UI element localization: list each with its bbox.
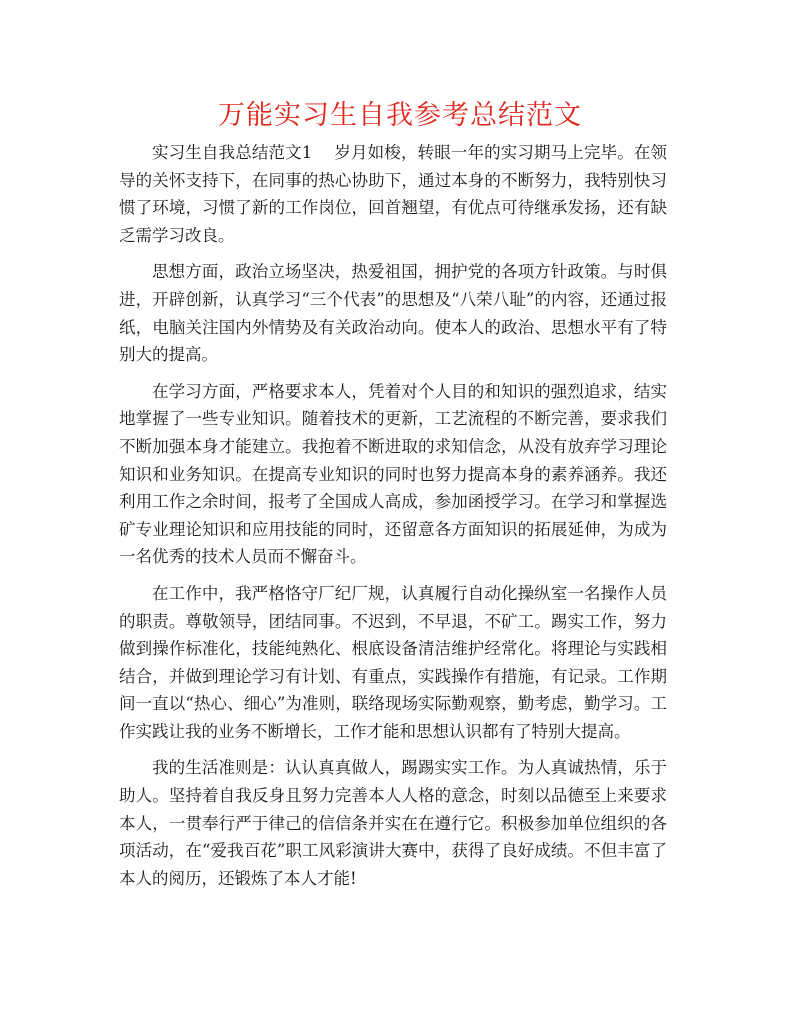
paragraph-study: 在学习方面，严格要求本人，凭着对个人目的和知识的强烈追求，结实地掌握了一些专业知识。随着技术的更新，工艺流程的不断完善，要求我们不断加强本身才能建立。我抱着不断进取的求知信念，从没有放弃学习理论知识和业务知识。在提高专业知识的同时也努力提高本身的素养涵养。我还利用工作之余时间，报考了全国成人高成，参加函授学习。在学习和掌握选矿专业理论知识和应用技能的同时，还留意各方面知识的拓展延伸，为成为一名优秀的技术人员而不懈奋斗。 xyxy=(119,381,667,567)
paragraph-work: 在工作中，我严格恪守厂纪厂规，认真履行自动化操纵室一名操作人员的职责。尊敬领导，团结同事。不迟到，不早退，不矿工。踢实工作，努力做到操作标准化，技能纯熟化、根底设备清洁维护经常化。将理论与实践相结合，并做到理论学习有计划、有重点，实践操作有措施，有记录。工作期间一直以“热心、细心”为准则，联络现场实际勤观察，勤考虑，勤学习。工作实践让我的业务不断增长，工作才能和思想认识都有了特别大提高。 xyxy=(119,583,667,741)
intro-label: 实习生自我总结范文1 xyxy=(152,143,313,162)
document-title: 万能实习生自我参考总结范文 xyxy=(218,100,582,131)
paragraph-text: 岁月如梭，转眼一年的实习期马上完毕。在领导的关怀支持下，在同事的热心协助下，通过本身的不断努力，我特别快习惯了环境，习惯了新的工作岗位，回首翘望，有优点可待继承发扬，还有缺乏需学习改良。 xyxy=(119,143,668,245)
paragraph-life: 我的生活准则是：认认真真做人，踢踢实实工作。为人真诚热情，乐于助人。坚持着自我反身且努力完善本人人格的意念，时刻以品德至上来要求本人，一贯奉行严于律己的信信条并实在在遵行它。积极参加单位组织的各项活动，在“爱我百花”职工风彩演讲大赛中，获得了良好成绩。不但丰富了本人的阅历，还锻炼了本人才能! xyxy=(119,758,667,888)
paragraph-intro xyxy=(119,139,667,249)
document-body xyxy=(119,139,667,901)
paragraph-thought: 思想方面，政治立场坚决，热爱祖国，拥护党的各项方针政策。与时俱进，开辟创新，认真学习“三个代表”的思想及“八荣八耻”的内容，还通过报纸，电脑关注国内外情势及有关政治动向。使本人的政治、思想水平有了特别大的提高。 xyxy=(119,262,667,365)
